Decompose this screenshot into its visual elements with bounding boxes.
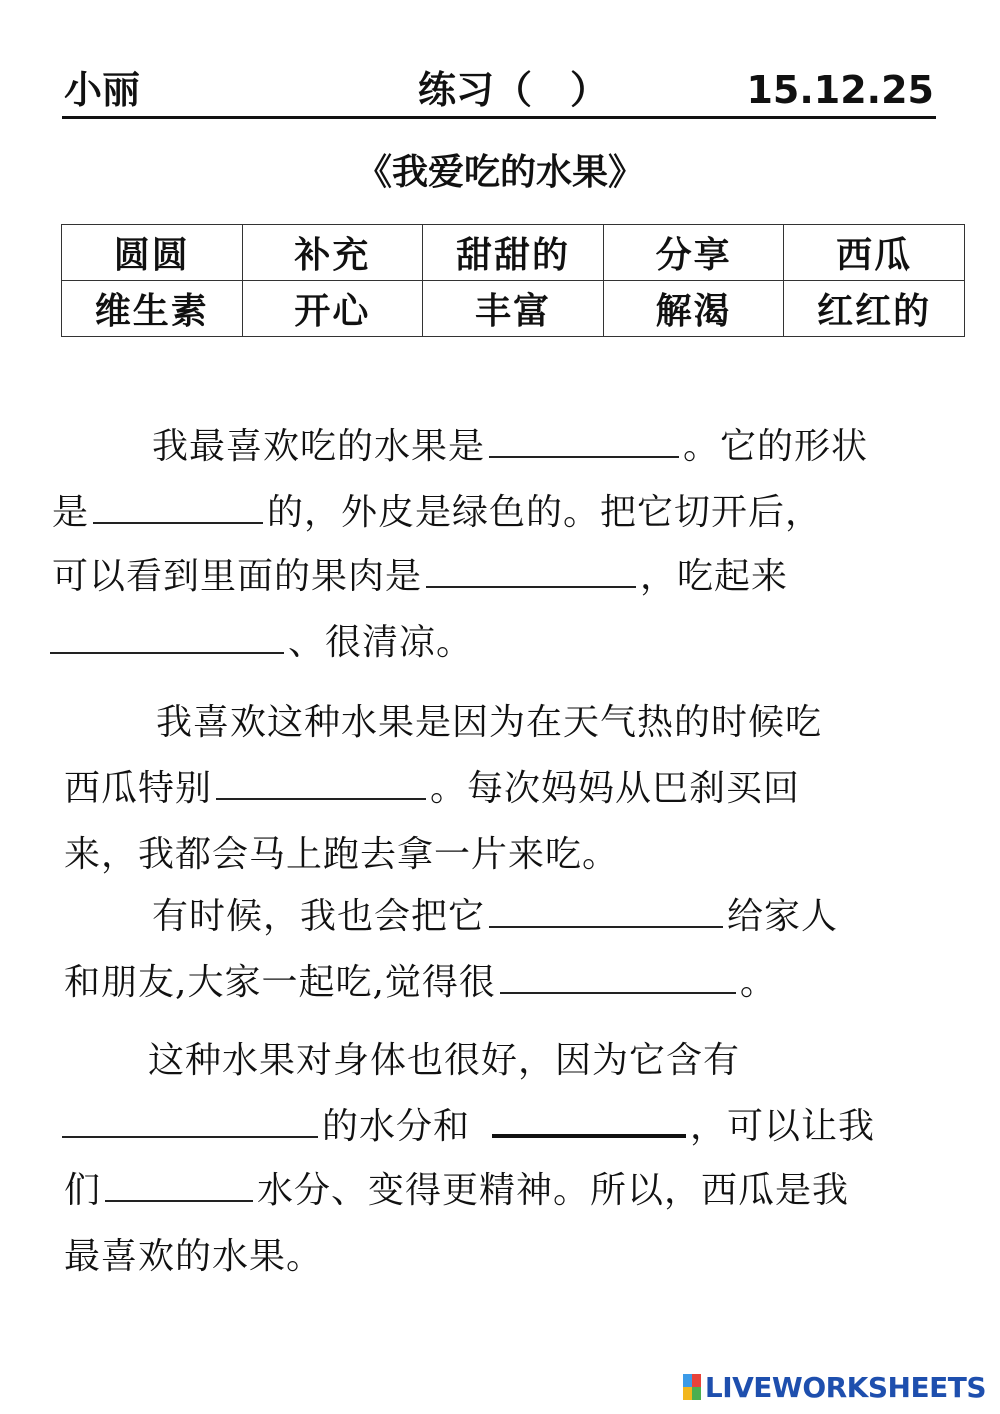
fill-blank-4[interactable]: [50, 622, 284, 654]
liveworksheets-logo: [683, 1370, 986, 1404]
fill-blank-9[interactable]: [492, 1104, 686, 1138]
passage-text: 的，外皮是绿色的。把它切开后，: [267, 492, 823, 533]
passage-line: 我喜欢这种水果是因为在天气热的时候吃: [156, 702, 823, 743]
logo-text: LIVEWORKSHEETS: [704, 1370, 986, 1404]
word-bank-row: [62, 281, 965, 337]
passage-line: [50, 620, 473, 666]
word-bank-cell: 维生素: [62, 281, 243, 337]
fill-blank-10[interactable]: [105, 1170, 253, 1202]
passage-text: 是: [52, 492, 90, 533]
student-name: 小丽: [64, 68, 141, 112]
passage-text: 水分、变得更精神。所以，西瓜是我: [257, 1170, 850, 1211]
passage-text: 我最喜欢吃的水果是: [152, 426, 486, 467]
word-bank-cell: 分享: [603, 225, 784, 281]
word-bank-cell: 圆圆: [62, 225, 243, 281]
word-bank-table: [61, 224, 965, 337]
passage-line: [152, 894, 838, 940]
fill-blank-7[interactable]: [500, 962, 736, 994]
passage-text: 和朋友,大家一起吃,觉得很: [64, 962, 496, 1003]
fill-blank-5[interactable]: [216, 768, 426, 800]
passage-text: 西瓜特别: [64, 768, 213, 809]
passage-text: 。它的形状: [683, 426, 869, 467]
fill-blank-2[interactable]: [93, 492, 263, 524]
passage-text: 可以看到里面的果肉是: [52, 556, 423, 597]
passage-line: 来，我都会马上跑去拿一片来吃。: [64, 834, 620, 875]
passage-line: [52, 490, 822, 536]
word-bank-cell: 红红的: [784, 281, 965, 337]
worksheet-header: [62, 66, 936, 119]
passage-text: 给家人: [727, 896, 839, 937]
liveworksheets-logo-icon: [683, 1374, 701, 1400]
passage-text: 们: [64, 1170, 102, 1211]
passage-line: [64, 960, 777, 1006]
worksheet-date: 15.12.25: [746, 68, 934, 112]
passage-text: 。: [739, 962, 777, 1003]
word-bank-cell: 西瓜: [784, 225, 965, 281]
passage-text: ，吃起来: [640, 556, 789, 597]
passage-line: [152, 424, 868, 470]
passage-text: 。每次妈妈从巴刹买回: [430, 768, 801, 809]
word-bank-cell: 开心: [242, 281, 423, 337]
passage-text: 的水分和: [322, 1106, 471, 1147]
fill-blank-8[interactable]: [62, 1106, 318, 1138]
fill-blank-3[interactable]: [426, 556, 636, 588]
passage-line: 这种水果对身体也很好，因为它含有: [148, 1040, 741, 1081]
fill-blank-1[interactable]: [489, 426, 679, 458]
page-title: 《我爱吃的水果》: [355, 152, 644, 193]
passage-text: 、很清凉。: [288, 622, 474, 663]
word-bank-cell: 解渴: [603, 281, 784, 337]
word-bank-cell: 甜甜的: [423, 225, 604, 281]
passage-line: 最喜欢的水果。: [64, 1236, 324, 1277]
passage-line: [62, 1104, 875, 1150]
passage-text: 有时候，我也会把它: [152, 896, 486, 937]
passage-text: ，可以让我: [690, 1106, 876, 1147]
fill-blank-6[interactable]: [489, 896, 723, 928]
exercise-label: 练习（ ）: [418, 68, 609, 112]
word-bank-cell: 补充: [242, 225, 423, 281]
word-bank-cell: 丰富: [423, 281, 604, 337]
word-bank-row: [62, 225, 965, 281]
passage-line: [64, 1168, 849, 1214]
passage-line: [64, 766, 800, 812]
passage-line: [52, 554, 788, 600]
